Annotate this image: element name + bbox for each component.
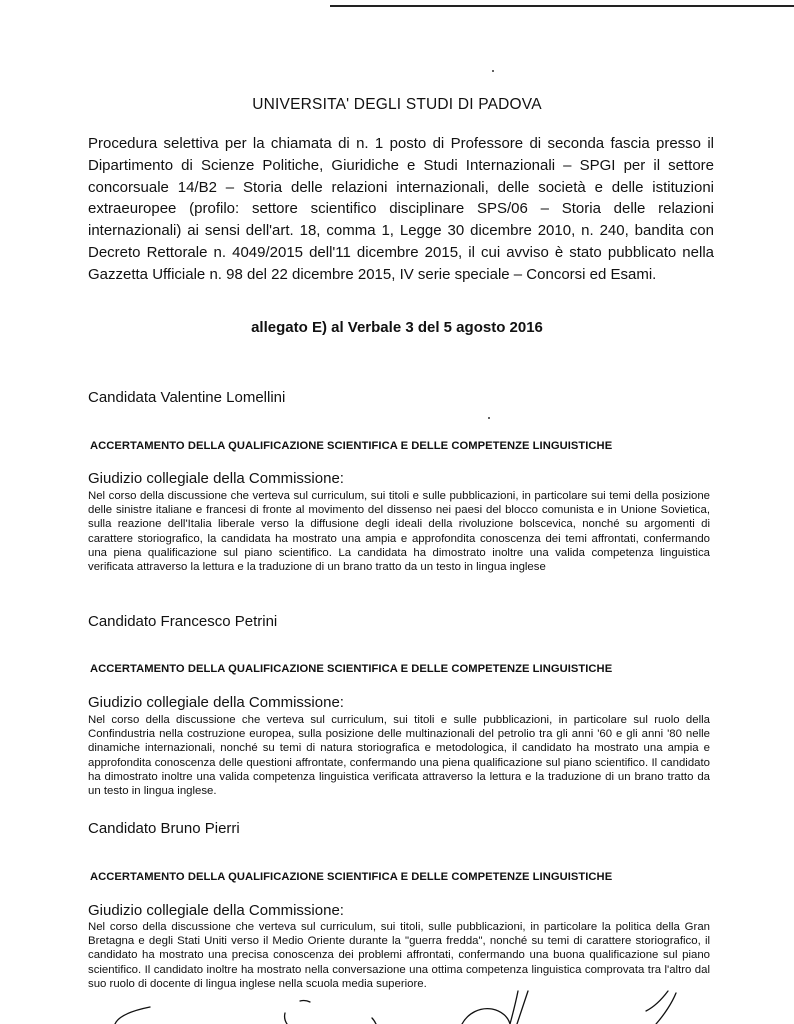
handwritten-signatures [0, 985, 794, 1024]
scan-speck [492, 70, 494, 72]
candidate-name: Candidato Bruno Pierri [88, 820, 240, 837]
candidate-name: Candidato Francesco Petrini [88, 613, 278, 630]
judgement-heading: Giudizio collegiale della Commissione: [88, 902, 344, 919]
section-heading: ACCERTAMENTO DELLA QUALIFICAZIONE SCIENTIFICA E DELLE COMPETENZE LINGUISTICHE [90, 663, 613, 675]
scan-speck [488, 417, 490, 419]
candidate-name: Candidata Valentine Lomellini [88, 389, 286, 406]
judgement-text: Nel corso della discussione che verteva sul curriculum, sui titoli, sulle pubblicazioni, in particolare la politica della Gran Bretagna e degli Stati Uniti verso il Medio Oriente durante la "guerra fredda", nonché su temi di carattere storiografico, il candidato ha mostrato una precisa conoscenza dei problemi affrontati, confermando una buona qualificazione sul piano scientifico. Il candidato inoltre ha mostrato nella conversazione una ottima competenza linguistica comprovata tra l'altro dal suo ruolo di docente di lingua inglese nella scuola media superiore. [88, 921, 710, 990]
scan-top-edge-line [330, 5, 794, 7]
annex-title: allegato E) al Verbale 3 del 5 agosto 2016 [251, 319, 543, 336]
university-title: UNIVERSITA' DEGLI STUDI DI PADOVA [252, 96, 542, 113]
judgement-text: Nel corso della discussione che verteva sul curriculum, sui titoli e sulle pubblicazioni, in particolare sui temi della posizione delle sinistre italiane e francesi di fronte al movimento del dissenso nei paesi del blocco comunista e in Unione Sovietica, sulla reazione dell'Italia liberale verso la diffusione degli ideali della rivoluzione bolscevica, nonché su argomenti di carattere storiografico, la candidata ha mostrato una ampia e approfondita conoscenza dei temi affrontati, confermando una piena qualificazione sul piano scientifico. La candidata ha dimostrato inoltre una valida competenza linguistica verificata attraverso la lettura e la traduzione di un brano tratto da un testo in lingua inglese [88, 490, 710, 574]
judgement-text: Nel corso della discussione che verteva sul curriculum, sui titoli e sulle pubblicazioni, in particolare sul ruolo della Confindustria nella costruzione europea, sulla posizione delle multinazionali del petrolio tra gli anni '60 e gli anni '80 nelle dinamiche internazionali, nonché su temi di natura storiografica e metodologica, il candidato ha mostrato una ampia e approfondita conoscenza delle questioni affrontate, confermando una piena qualificazione sul piano scientifico. Il candidato ha dimostrato inoltre una valida competenza linguistica verificata attraverso la lettura e la traduzione di un brano tratto da un testo in lingua inglese. [88, 714, 710, 798]
procedure-paragraph: Procedura selettiva per la chiamata di n. 1 posto di Professore di seconda fascia presso il Dipartimento di Scienze Politiche, Giuridiche e Studi Internazionali – SPGI per il settore concorsuale 14/B2 – Storia delle relazioni internazionali, delle società e delle istituzioni extraeuropee (profilo: settore scientifico disciplinare SPS/06 – Storia delle relazioni internazionali) ai sensi dell'art. 18, comma 1, Legge 30 dicembre 2010, n. 240, bandita con Decreto Rettorale n. 4049/2015 dell'11 dicembre 2015, il cui avviso è stato pubblicato nella Gazzetta Ufficiale n. 98 del 22 dicembre 2015, IV serie speciale – Concorsi ed Esami. [88, 135, 714, 283]
section-heading: ACCERTAMENTO DELLA QUALIFICAZIONE SCIENTIFICA E DELLE COMPETENZE LINGUISTICHE [90, 871, 613, 883]
judgement-heading: Giudizio collegiale della Commissione: [88, 694, 344, 711]
judgement-heading: Giudizio collegiale della Commissione: [88, 470, 344, 487]
section-heading: ACCERTAMENTO DELLA QUALIFICAZIONE SCIENTIFICA E DELLE COMPETENZE LINGUISTICHE [90, 440, 613, 452]
